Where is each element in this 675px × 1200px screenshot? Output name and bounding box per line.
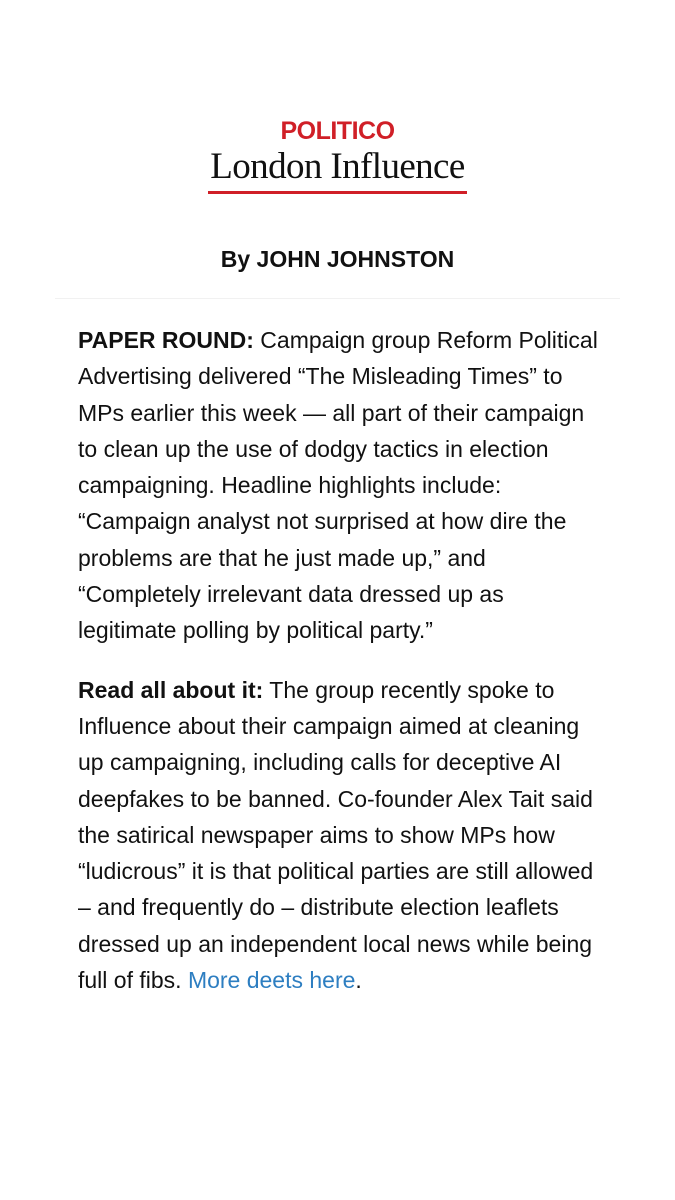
paragraph-lead: Read all about it: <box>78 676 264 703</box>
paragraph-paper-round <box>78 322 608 649</box>
paragraph-text: The group recently spoke to Influence about their campaign aimed at cleaning up campaigning, including calls for deceptive AI deepfakes to be banned. Co-founder Alex Tait said the satirical newspaper aims to show MPs how “ludicrous” it is that political parties are still allowed – and frequently do – distribute election leaflets dressed up an independent local news while being full of fibs. <box>78 676 594 994</box>
more-deets-link[interactable]: More deets here <box>187 967 356 994</box>
paragraph-read-all-about-it <box>78 672 608 999</box>
masthead <box>0 116 675 194</box>
newsletter-title: London Influence <box>208 146 466 194</box>
divider <box>55 298 620 299</box>
politico-logo: POLITICO <box>280 117 395 145</box>
paragraph-tail: . <box>355 967 362 994</box>
paragraph-text: Campaign group Reform Political Advertising delivered “The Misleading Times” to MPs earlier this week — all part of their campaign to clean up the use of dodgy tactics in election campaigning. Headline highlights include: “Campaign analyst not surprised at how dire the problems are that he just made up,” and “Completely irrelevant data dressed up as legitimate polling by political party.” <box>78 327 598 644</box>
byline: By JOHN JOHNSTON <box>220 246 455 272</box>
paragraph-lead: PAPER ROUND: <box>78 327 254 353</box>
article-body <box>78 322 608 1021</box>
